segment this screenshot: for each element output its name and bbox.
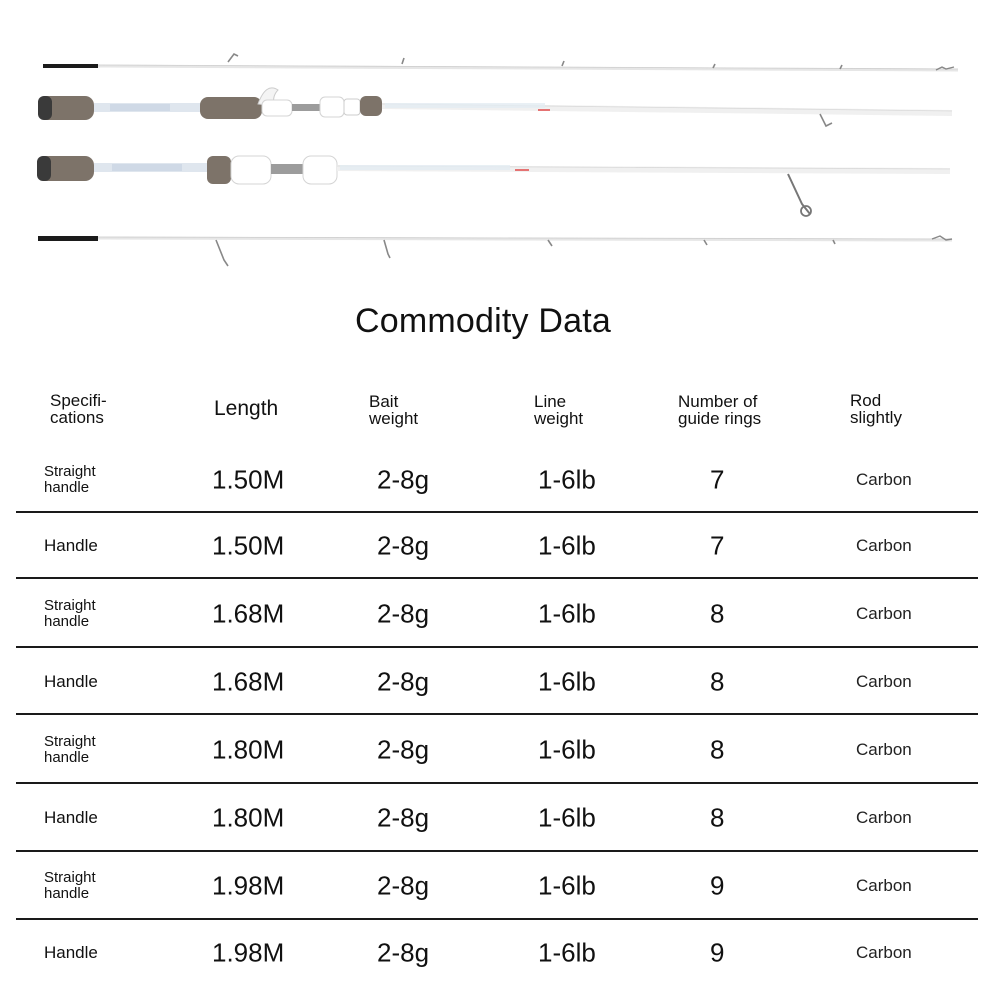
length-cell: 1.80M	[212, 734, 285, 764]
length-cell: 1.68M	[212, 598, 285, 629]
spec-cell: Handle	[44, 808, 98, 827]
spec-cell: Handle	[44, 943, 98, 962]
guide-rings-cell: 8	[710, 802, 725, 833]
line-weight-cell: 1-6lb	[538, 666, 596, 696]
spec-cell: Handle	[44, 536, 98, 555]
header-guide-rings: Number of guide rings	[678, 392, 762, 428]
table-row	[16, 580, 978, 648]
material-cell: Carbon	[856, 739, 912, 759]
line-weight-cell: 1-6lb	[538, 464, 596, 495]
guide-rings-cell: 8	[710, 666, 725, 696]
bait-weight-cell: 2-8g	[377, 734, 430, 764]
material-cell: Carbon	[856, 604, 912, 623]
header-bait-weight: Bait weight	[369, 392, 419, 428]
spec-cell: Handle	[44, 671, 98, 691]
spec-cell: Straight handle	[44, 869, 96, 902]
material-cell: Carbon	[856, 808, 912, 827]
table-row	[16, 447, 978, 513]
spec-cell: Straight handle	[44, 463, 96, 496]
guide-rings-cell: 8	[710, 734, 725, 764]
rod-tip-section-2	[38, 236, 952, 266]
table-row	[16, 715, 978, 784]
material-cell: Carbon	[856, 943, 912, 962]
length-cell: 1.68M	[212, 666, 285, 696]
bait-weight-cell: 2-8g	[377, 530, 430, 561]
header-line-weight: Line weight	[534, 392, 584, 428]
length-cell: 1.98M	[212, 937, 285, 968]
rod-spinning-handle	[37, 156, 950, 216]
bait-weight-cell: 2-8g	[377, 598, 430, 629]
line-weight-cell: 1-6lb	[538, 734, 596, 764]
guide-rings-cell: 8	[710, 598, 725, 629]
material-cell: Carbon	[856, 470, 912, 489]
guide-rings-cell: 9	[710, 870, 725, 901]
guide-rings-cell: 7	[710, 530, 725, 561]
length-cell: 1.50M	[212, 464, 285, 495]
bait-weight-cell: 2-8g	[377, 937, 430, 968]
line-weight-cell: 1-6lb	[538, 937, 596, 968]
table-row	[16, 920, 978, 986]
material-cell: Carbon	[856, 876, 912, 895]
table-row	[16, 513, 978, 579]
length-cell: 1.98M	[212, 870, 285, 901]
header-length: Length	[214, 397, 279, 420]
table-row	[16, 784, 978, 852]
length-cell: 1.50M	[212, 530, 285, 561]
line-weight-cell: 1-6lb	[538, 530, 596, 561]
line-weight-cell: 1-6lb	[538, 598, 596, 629]
page-title: Commodity Data	[355, 302, 611, 340]
bait-weight-cell: 2-8g	[377, 666, 430, 696]
guide-rings-cell: 9	[710, 937, 725, 968]
rod-casting-handle	[38, 88, 952, 126]
header-specifications: Specifi- cations	[50, 391, 107, 427]
material-cell: Carbon	[856, 671, 912, 691]
table-row	[16, 852, 978, 920]
spec-cell: Straight handle	[44, 732, 96, 766]
line-weight-cell: 1-6lb	[538, 802, 596, 833]
bait-weight-cell: 2-8g	[377, 464, 430, 495]
rod-tip-section-1	[43, 54, 958, 70]
row-divider	[16, 577, 978, 579]
fishing-rod-product-image	[0, 0, 1000, 290]
line-weight-cell: 1-6lb	[538, 870, 596, 901]
bait-weight-cell: 2-8g	[377, 802, 430, 833]
material-cell: Carbon	[856, 536, 912, 555]
guide-rings-cell: 7	[710, 464, 725, 495]
bait-weight-cell: 2-8g	[377, 870, 430, 901]
table-row	[16, 648, 978, 715]
spec-cell: Straight handle	[44, 597, 96, 630]
length-cell: 1.80M	[212, 802, 285, 833]
header-rod-material: Rod slightly	[850, 391, 902, 427]
